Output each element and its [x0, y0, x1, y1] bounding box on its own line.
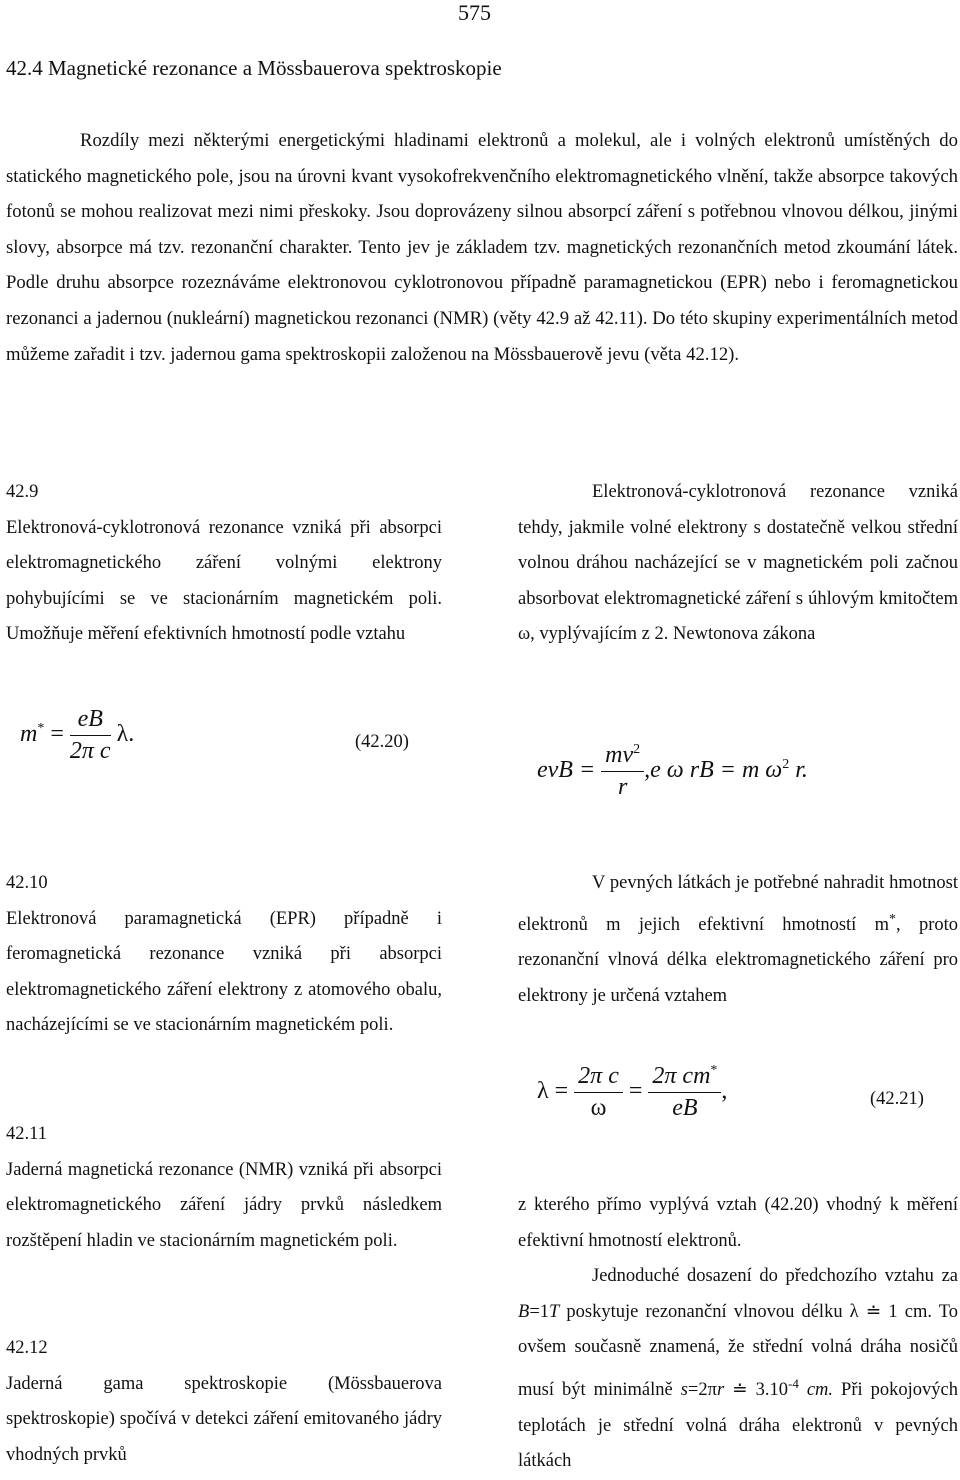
theorem-42-12	[6, 1331, 442, 1473]
equation-42-20: m* = $\frac{eB}{\text{2π c}}$ λ.	[20, 706, 135, 764]
theorem-42-9	[6, 475, 442, 653]
section-title: 42.4 Magnetické rezonance a Mössbauerova spektroskopie	[6, 56, 502, 80]
right-paragraph-1: Elektronová-cyklotronová rezonance vzniká tehdy, jakmile volné elektrony s dostatečně velkou střední volnou dráhou nacházející se v magnetickém poli začnou absorbovat elektromagnetické záření s úhlovým kmitočtem ω, vyplývajícím z 2. Newtonova zákona	[518, 482, 958, 645]
theorem-number: 42.10	[6, 873, 48, 893]
theorem-number: 42.11	[6, 1124, 47, 1144]
equation-newton: evB = $\frac{mv^2}{r}$ ,e ω rB = m $\omega^2$ r.	[537, 742, 808, 800]
page-number: 575	[458, 0, 491, 25]
theorem-42-11	[6, 1117, 442, 1259]
theorem-text: Elektronová-cyklotronová rezonance vzniká při absorpci elektromagnetického záření volnými elektrony pohybujícími se ve stacionárním magnetickém poli. Umožňuje měření efektivních hmotností podle vztahu	[6, 517, 442, 645]
intro-text: Rozdíly mezi některými energetickými hladinami elektronů a molekul, ale i volných elektronů umístěných do statického magnetického pole, jsou na úrovni kvant vysokofrekvenčního elektromagnetického vlnění, takže absorpce takových fotonů se mohou realizovat mezi nimi přeskoky. Jsou doprovázeny silnou absorpcí záření s potřebnou vlnovou délkou, jinými slovy, absorpce má tzv. rezonanční charakter. Tento jev je základem tzv. magnetických rezonančních metod zkoumání látek. Podle druhu absorpce rozeznáváme elektronovou cyklotronovou případně paramagnetickou (EPR) nebo i feromagnetickou rezonanci a jadernou (nukleární) magnetickou rezonanci (NMR) (věty 42.9 až 42.11). Do této skupiny experimentálních metod můžeme zařadit i tzv. jadernou gama spektroskopii založenou na Mössbauerově jevu (věta 42.12).	[6, 130, 958, 365]
equation-42-21: λ = $\frac{\text{2π c}}{\omega}$ = $\frac{2\pi cm^*}{eB}$ ,	[537, 1063, 728, 1121]
right-paragraph-2: V pevných látkách je potřebné nahradit hmotnost elektronů m jejich efektivní hmotností m*, proto rezonanční vlnová délka elektromagnetického záření pro elektrony je určená vztahem	[518, 873, 958, 1006]
right-paragraph-4: Jednoduché dosazení do předchozího vztahu za B=1T poskytuje rezonanční vlnovou délku λ ≐ 1 cm. To ovšem současně znamená, že střední volná dráha nosičů musí být minimálně s=2πr ≐ $3.10^{-4}$ cm. Při pokojových teplotách je střední volná dráha elektronů v pevných látkách	[518, 1266, 958, 1472]
right-paragraph-3: z kterého přímo vyplývá vztah (42.20) vhodný k měření efektivní hmotností elektronů.	[518, 1195, 958, 1251]
theorem-number: 42.12	[6, 1338, 48, 1358]
equation-label-42-21: (42.21)	[870, 1089, 924, 1109]
theorem-text: Jaderná gama spektroskopie (Mössbauerova spektroskopie) spočívá v detekci záření emitovaného jádry vhodných prvků	[6, 1373, 442, 1465]
theorem-text: Jaderná magnetická rezonance (NMR) vzniká při absorpci elektromagnetického záření jádry prvků následkem rozštěpení hladin ve stacionárním magnetickém poli.	[6, 1159, 442, 1251]
intro-paragraph	[6, 123, 958, 372]
theorem-text: Elektronová paramagnetická (EPR) případně i feromagnetická rezonance vzniká při absorpci elektromagnetického záření elektrony z atomového obalu, nacházejícími se ve stacionárním magnetickém poli.	[6, 908, 442, 1036]
theorem-number: 42.9	[6, 482, 39, 502]
equation-label-42-20: (42.20)	[355, 732, 409, 752]
theorem-42-10	[6, 866, 442, 1044]
